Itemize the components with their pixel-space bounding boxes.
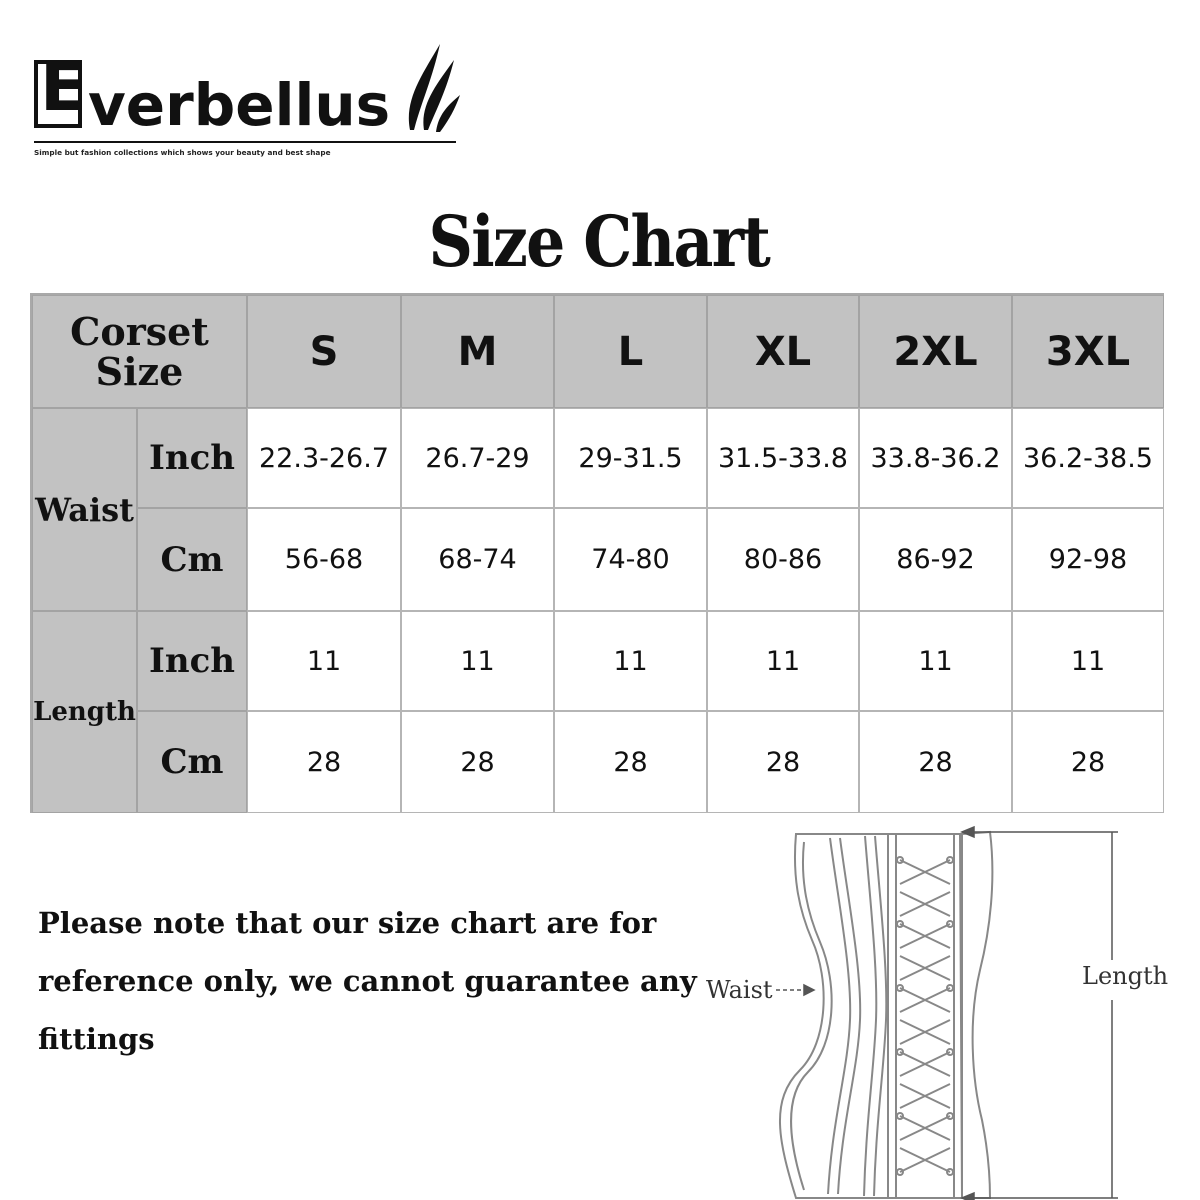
table-cell: 68-74 [401, 508, 554, 611]
size-header-l: L [554, 295, 707, 408]
unit-label-waist-inch: Inch [137, 408, 247, 508]
corner-header [32, 295, 247, 408]
unit-label-waist-cm: Cm [137, 508, 247, 611]
table-cell: 56-68 [247, 508, 401, 611]
table-cell: 28 [707, 711, 859, 813]
size-header-3xl: 3XL [1012, 295, 1164, 408]
logo-underline [34, 141, 456, 143]
table-cell: 29-31.5 [554, 408, 707, 508]
table-cell: 11 [401, 611, 554, 711]
note-line-2: reference only, we cannot guarantee any [38, 964, 697, 998]
table-cell: 28 [859, 711, 1012, 813]
table-cell: 28 [401, 711, 554, 813]
size-header-s: S [247, 295, 401, 408]
table-cell: 11 [859, 611, 1012, 711]
disclaimer-note [38, 894, 697, 1068]
size-header-m: M [401, 295, 554, 408]
unit-label-length-inch: Inch [137, 611, 247, 711]
note-line-1: Please note that our size chart are for [38, 906, 657, 940]
logo-wordmark: verbellus [88, 71, 391, 139]
corner-header-line2: Size [95, 348, 184, 394]
corner-header-line1: Corset [70, 308, 209, 354]
table-cell: 80-86 [707, 508, 859, 611]
corset-diagram [700, 820, 1180, 1200]
table-cell: 11 [1012, 611, 1164, 711]
table-cell: 11 [554, 611, 707, 711]
table-cell: 28 [247, 711, 401, 813]
group-label-waist: Waist [32, 408, 137, 611]
waist-label: Waist [706, 976, 773, 1004]
group-label-length: Length [32, 611, 137, 813]
table-cell: 31.5-33.8 [707, 408, 859, 508]
table-cell: 28 [554, 711, 707, 813]
table-cell: 22.3-26.7 [247, 408, 401, 508]
size-header-2xl: 2XL [859, 295, 1012, 408]
table-cell: 28 [1012, 711, 1164, 813]
brand-tagline: Simple but fashion collections which shows your beauty and best shape [34, 148, 331, 157]
table-cell: 26.7-29 [401, 408, 554, 508]
length-label: Length [1082, 962, 1169, 990]
table-cell: 11 [707, 611, 859, 711]
note-line-3: fittings [38, 1022, 155, 1056]
brand-logo [34, 40, 464, 165]
table-cell: 11 [247, 611, 401, 711]
table-cell: 36.2-38.5 [1012, 408, 1164, 508]
unit-label-length-cm: Cm [137, 711, 247, 813]
page-title: Size Chart [428, 200, 770, 283]
table-cell: 74-80 [554, 508, 707, 611]
size-table [30, 293, 1164, 813]
table-cell: 92-98 [1012, 508, 1164, 611]
table-cell: 33.8-36.2 [859, 408, 1012, 508]
table-cell: 86-92 [859, 508, 1012, 611]
leaf-swirl-icon [402, 40, 462, 135]
logo-initial: E [40, 48, 87, 127]
corset-outline-illustration [700, 820, 1180, 1200]
size-header-xl: XL [707, 295, 859, 408]
